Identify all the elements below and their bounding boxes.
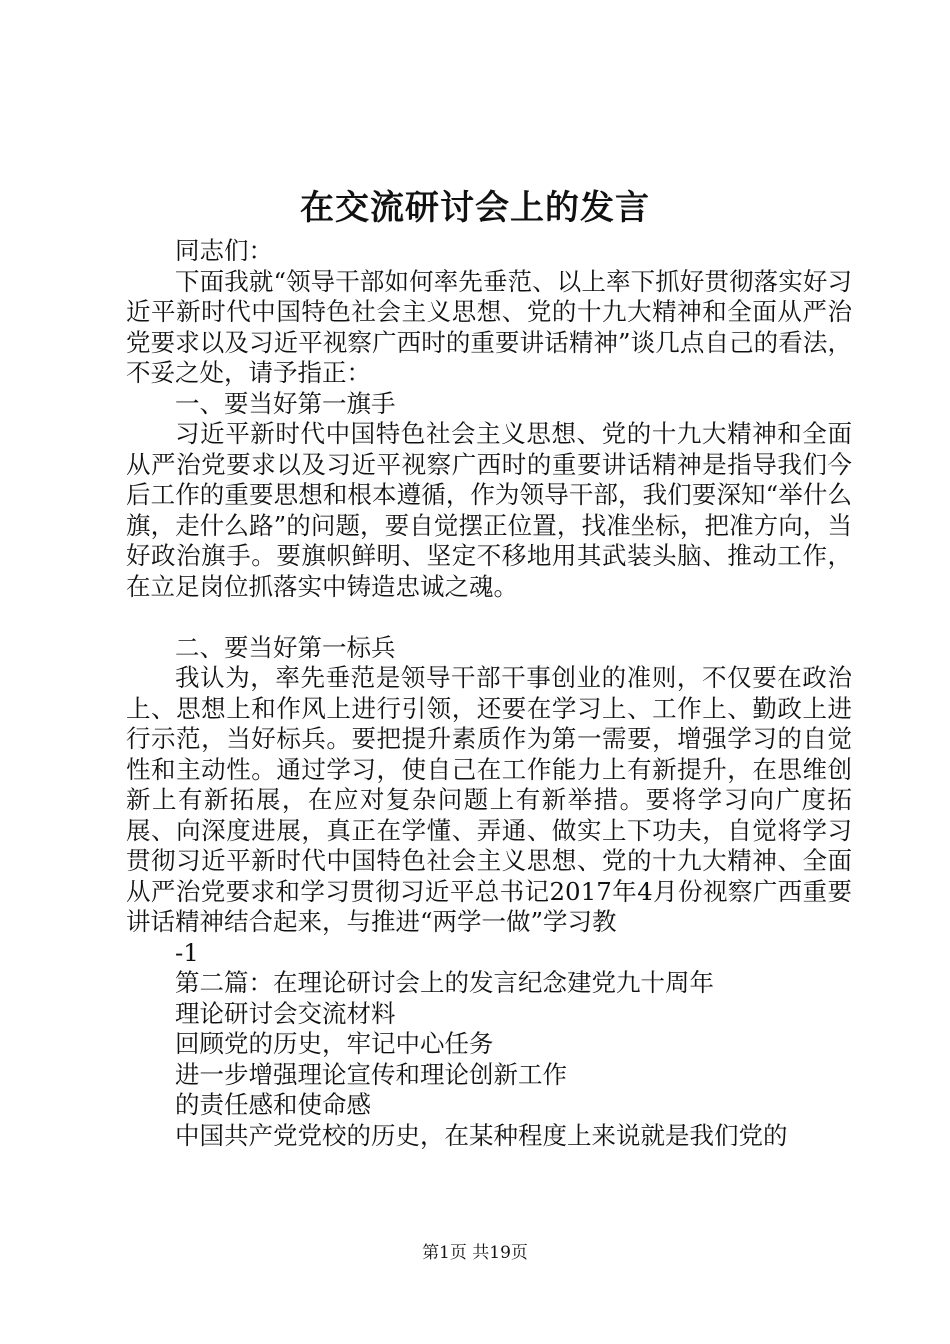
part2-line-2: 回顾党的历史，牢记中心任务	[175, 1029, 494, 1058]
document-body	[126, 236, 852, 1151]
paragraph-gap	[126, 602, 852, 633]
salutation: 同志们：	[175, 236, 273, 265]
part2-heading: 第二篇：在理论研讨会上的发言纪念建党九十周年	[175, 968, 714, 997]
page-footer: 第1页 共19页	[422, 1243, 528, 1263]
section1-heading: 一、要当好第一旗手	[175, 388, 396, 418]
section2-paragraph: 我认为，率先垂范是领导干部干事创业的准则，不仅要在政治上、思想上和作风上进行引领，还要在学习上、工作上、勤政上进行示范，当好标兵。要把提升素质作为第一需要，增强学习的自觉性和主动性。通过学习，使自己在工作能力上有新提升，在思维创新上有新拓展，在应对复杂问题上有新举措。要将学习向广度拓展、向深度进展，真正在学懂、弄通、做实上下功夫，自觉将学习贯彻习近平新时代中国特色社会主义思想、党的十九大精神、全面从严治党要求和学习贯彻习近平总书记2017年4月份视察广西重要讲话精神结合起来，与推进“两学一做”学习教	[126, 663, 852, 936]
intro-paragraph: 下面我就“领导干部如何率先垂范、以上率下抓好贯彻落实好习近平新时代中国特色社会主义思想、党的十九大精神和全面从严治党要求以及习近平视察广西时的重要讲话精神”谈几点自己的看法，不妥之处，请予指正：	[126, 266, 852, 387]
page-marker: -1	[175, 937, 199, 967]
part2-line-3: 进一步增强理论宣传和理论创新工作	[175, 1059, 567, 1089]
section2-heading: 二、要当好第一标兵	[175, 632, 396, 662]
part2-line-1: 理论研讨会交流材料	[175, 998, 396, 1028]
part2-paragraph: 中国共产党党校的历史，在某种程度上来说就是我们党的	[175, 1120, 788, 1150]
document-title: 在交流研讨会上的发言	[300, 188, 650, 228]
part2-line-4: 的责任感和使命感	[175, 1090, 371, 1119]
section1-paragraph: 习近平新时代中国特色社会主义思想、党的十九大精神和全面从严治党要求以及习近平视察广西时的重要讲话精神是指导我们今后工作的重要思想和根本遵循，作为领导干部，我们要深知“举什么旗，走什么路”的问题，要自觉摆正位置，找准坐标，把准方向，当好政治旗手。要旗帜鲜明、坚定不移地用其武装头脑、推动工作，在立足岗位抓落实中铸造忠诚之魂。	[126, 419, 852, 601]
